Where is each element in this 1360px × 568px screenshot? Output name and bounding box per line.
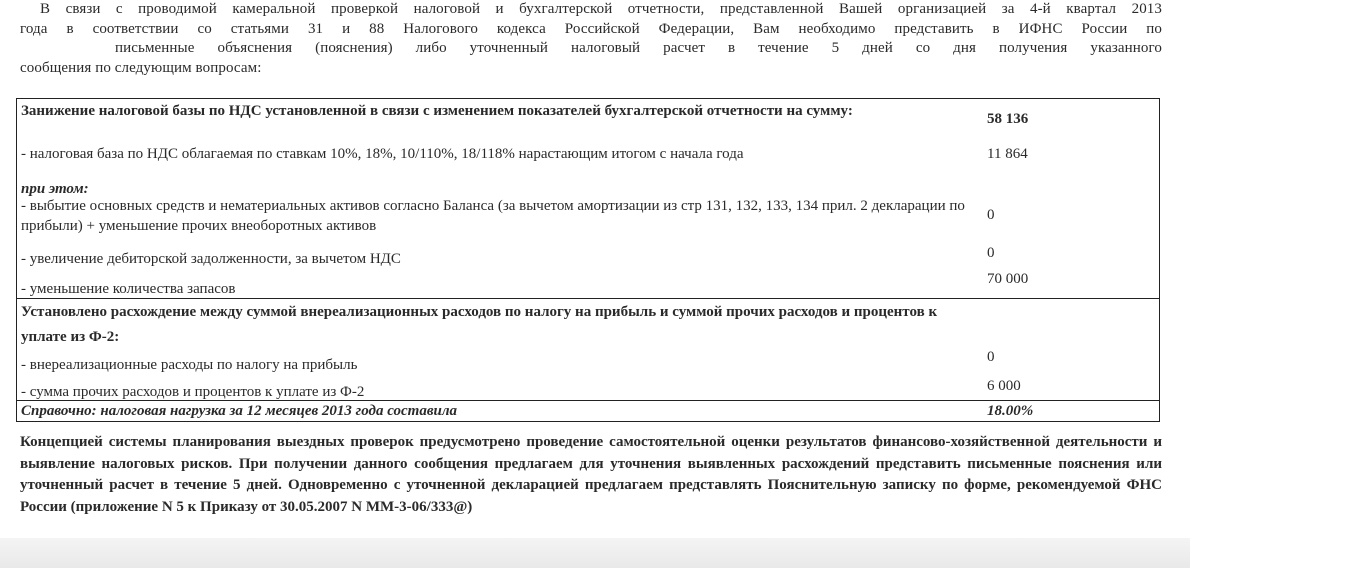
intro-line-4: сообщения по следующим вопросам:	[20, 59, 262, 76]
intro-line-3: письменные объяснения (пояснения) либо уточненный налоговый расчет в течение 5 дней со дня получения указанного	[115, 40, 1162, 56]
inventory-value: 70 000	[987, 271, 1029, 287]
nonop-label: - внереализационные расходы по налогу на прибыль	[21, 357, 358, 373]
section1-title: Занижение налоговой базы по НДС установленной в связи с изменением показателей бухгалтерской отчетности на сумму:	[21, 103, 853, 119]
reference-value: 18.00%	[987, 403, 1034, 419]
nonop-value: 0	[987, 349, 995, 365]
receivables-label: - увеличение дебиторской задолженности, за вычетом НДС	[21, 251, 401, 267]
other-value: 6 000	[987, 378, 1021, 394]
vat-base-value: 11 864	[987, 146, 1028, 162]
reference-label: Справочно: налоговая нагрузка за 12 месяцев 2013 года составила	[21, 403, 458, 419]
section-divider	[17, 298, 1159, 299]
assets-label: - выбытие основных средств и нематериальных активов согласно Баланса (за вычетом амортизации из стр 131, 132, 133, 134 прил. 2 декларации по прибыли) + уменьшение прочих внеоборотных активов	[21, 198, 965, 234]
receivables-value: 0	[987, 245, 995, 261]
intro-line-1: В связи с проводимой камеральной проверкой налоговой и бухгалтерской отчетности, представленной Вашей организацией за 4-й квартал 2013	[40, 1, 1162, 17]
scan-background-strip	[0, 538, 1190, 568]
vat-base-label: - налоговая база по НДС облагаемая по ставкам 10%, 18%, 10/110%, 18/118% нарастающим итогом с начала года	[21, 146, 744, 162]
section2-title: Установлено расхождение между суммой внереализационных расходов по налогу на прибыль и суммой прочих расходов и процентов к уплате из Ф-2:	[21, 304, 938, 345]
intro-paragraph	[20, 0, 1162, 78]
meanwhile-label: при этом:	[21, 181, 89, 197]
section1-value: 58 136	[987, 111, 1029, 127]
intro-line-2: года в соответствии со статьями 31 и 88 Налогового кодекса Российской Федерации, Вам необходимо представить в ИФНС России по	[20, 20, 1162, 37]
assets-value: 0	[987, 207, 995, 223]
discrepancy-table	[16, 98, 1160, 422]
other-label: - сумма прочих расходов и процентов к уплате из Ф-2	[21, 384, 365, 400]
inventory-label: - уменьшение количества запасов	[21, 281, 236, 297]
outro-paragraph: Концепцией системы планирования выездных проверок предусмотрено проведение самостоятельной оценки результатов финансово-хозяйственной деятельности и выявление налоговых рисков. При получении данного сообщения предлагаем для уточнения выявленных расхождений представить письменные пояснения или уточненный расчет в течение 5 дней. Одновременно с уточненной декларацией предлагаем представлять Пояснительную записку по форме, рекомендуемой ФНС России (приложение N 5 к Приказу от 30.05.2007 N ММ-3-06/333@)	[20, 434, 1162, 515]
